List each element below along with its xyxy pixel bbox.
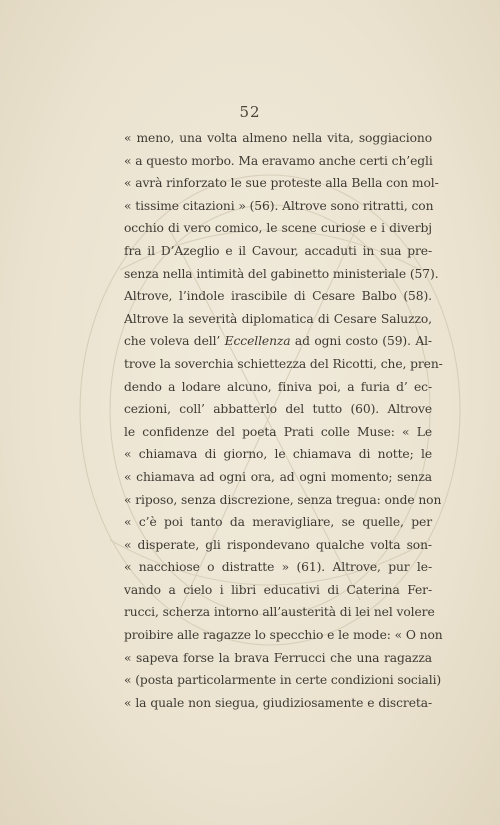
text-line: « nacchiose o distratte » (61). Altrove, pur le-	[124, 560, 432, 575]
italic-word: Eccellenza	[224, 334, 291, 349]
text-line-with-italic	[124, 330, 432, 353]
text-line: cezioni, coll’ abbatterlo del tutto (60). Altrove	[124, 402, 432, 417]
text-segment: ad ogni costo (59). Al-	[290, 334, 432, 349]
text-line: proibire alle ragazze lo specchio e le mode: « O non	[124, 628, 443, 643]
text-line: « sapeva forse la brava Ferrucci che una ragazza	[124, 650, 432, 665]
text-line: trove la soverchia schiettezza del Ricotti, che, pren-	[124, 356, 443, 371]
text-line: Altrove la severità diplomatica di Cesare Saluzzo,	[124, 311, 432, 326]
text-line: senza nella intimità del gabinetto ministeriale (57).	[124, 266, 439, 281]
text-line: fra il D’Azeglio e il Cavour, accaduti in sua pre-	[124, 243, 432, 258]
text-line: dendo a lodare alcuno, finiva poi, a furia d’ ec-	[124, 379, 432, 394]
text-line: « disperate, gli rispondevano qualche volta son-	[124, 537, 432, 552]
text-line: « la quale non siegua, giudiziosamente e discreta-	[124, 695, 432, 710]
text-line: « a questo morbo. Ma eravamo anche certi ch’egli	[124, 153, 433, 168]
text-line: « (posta particolarmente in certe condizioni sociali)	[124, 673, 442, 688]
text-line: vando a cielo i libri educativi di Caterina Fer-	[124, 582, 432, 597]
text-segment: che voleva dell’	[124, 334, 225, 349]
text-line: « tissime citazioni » (56). Altrove sono ritratti, con	[124, 198, 434, 213]
body-text	[124, 127, 443, 714]
text-line: « chiamava ad ogni ora, ad ogni momento; senza	[124, 469, 432, 484]
text-line: « riposo, senza discrezione, senza tregua: onde non	[124, 492, 442, 507]
text-line: rucci, scherza intorno all’austerità di lei nel volere	[124, 605, 435, 620]
text-line: occhio di vero comico, le scene curiose e i diverbj	[124, 221, 432, 236]
text-line: Altrove, l’indole irascibile di Cesare Balbo (58).	[124, 289, 432, 304]
text-line: « chiamava di giorno, le chiamava di notte; le	[124, 447, 432, 462]
text-line: « avrà rinforzato le sue proteste alla Bella con mol-	[124, 176, 439, 191]
text-line: le confidenze del poeta Prati colle Muse: « Le	[124, 424, 432, 439]
text-line: « c’è poi tanto da meravigliare, se quelle, per	[124, 515, 432, 530]
text-line: « meno, una volta almeno nella vita, soggiaciono	[124, 131, 432, 145]
page-number: 52	[239, 103, 261, 121]
